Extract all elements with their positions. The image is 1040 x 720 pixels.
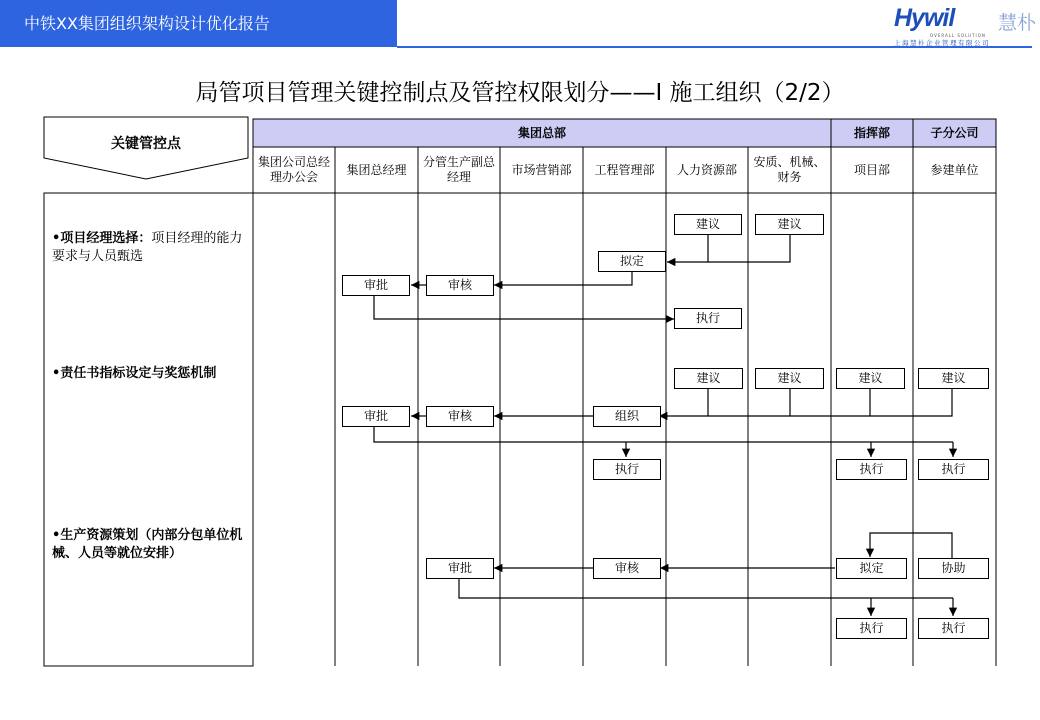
s3-project-execute-box: 执行 bbox=[836, 618, 907, 639]
col-marketing: 市场营销部 bbox=[511, 162, 572, 177]
col-project: 项目部 bbox=[853, 162, 890, 177]
s1-hr-execute-box: 执行 bbox=[674, 308, 742, 329]
group-command: 指挥部 bbox=[853, 126, 890, 140]
col-gm-office: 集团公司总经理办公会 bbox=[257, 155, 330, 184]
s2-eng-organize-box: 组织 bbox=[593, 406, 661, 427]
section-2-bullet: • bbox=[52, 366, 61, 381]
col-hr: 人力资源部 bbox=[676, 162, 737, 177]
s3-project-draft-box: 拟定 bbox=[836, 558, 907, 579]
col-gm: 集团总经理 bbox=[346, 162, 407, 177]
s1-vp-review-box: 审核 bbox=[426, 275, 494, 296]
s2-project-suggest-box: 建议 bbox=[836, 368, 905, 389]
s2-safety-suggest-box: 建议 bbox=[755, 368, 824, 389]
section-2-title: 责任书指标设定与奖惩机制 bbox=[60, 366, 217, 381]
col-safety: 安质、机械、财务 bbox=[753, 155, 826, 184]
section-2-text bbox=[52, 365, 248, 383]
s2-eng-execute-box: 执行 bbox=[593, 459, 661, 480]
s2-project-execute-box: 执行 bbox=[836, 459, 907, 480]
s2-gm-approve-box: 审批 bbox=[342, 406, 410, 427]
s2-vp-review-box: 审核 bbox=[426, 406, 494, 427]
col-engineering: 工程管理部 bbox=[594, 162, 655, 177]
section-3-title: 生产资源策划（内部分包单位机械、人员等就位安排） bbox=[52, 528, 243, 561]
s2-participant-suggest-box: 建议 bbox=[918, 368, 989, 389]
logo-tagline: OVERALL SOLUTION bbox=[930, 33, 986, 38]
section-1-bullet: • bbox=[52, 231, 61, 246]
s1-gm-approve-box: 审批 bbox=[342, 275, 410, 296]
section-3-bullet: • bbox=[52, 528, 61, 543]
section-1-desc: 项目经理的能力要求与人员甄选 bbox=[52, 231, 243, 264]
section-3-text bbox=[52, 527, 248, 563]
s3-eng-review-box: 审核 bbox=[593, 558, 661, 579]
s2-hr-suggest-box: 建议 bbox=[674, 368, 743, 389]
key-control-header bbox=[44, 117, 248, 179]
col-vp-production: 分管生产副总经理 bbox=[422, 155, 495, 184]
s1-safety-suggest-box: 建议 bbox=[755, 214, 824, 235]
s2-participant-execute-box: 执行 bbox=[918, 459, 989, 480]
s1-hr-suggest-box: 建议 bbox=[674, 214, 742, 235]
group-hq: 集团总部 bbox=[517, 126, 566, 140]
key-control-label: 关键管控点 bbox=[111, 136, 181, 152]
s1-eng-draft-box: 拟定 bbox=[598, 251, 666, 272]
group-subsidiary: 子分公司 bbox=[930, 126, 979, 140]
logo-brand: Hywil bbox=[894, 4, 955, 32]
page-title: 局管项目管理关键控制点及管控权限划分——I 施工组织（2/2） bbox=[195, 80, 845, 106]
report-title: 中铁XX集团组织架构设计优化报告 bbox=[24, 14, 270, 33]
section-1-title: 项目经理选择： bbox=[60, 231, 152, 246]
section-1-text bbox=[52, 230, 248, 266]
col-participant: 参建单位 bbox=[930, 162, 979, 177]
s3-participant-execute-box: 执行 bbox=[918, 618, 989, 639]
s3-participant-assist-box: 协助 bbox=[918, 558, 989, 579]
s3-vp-approve-box: 审批 bbox=[426, 558, 494, 579]
logo-brand-cn: 慧朴 bbox=[998, 12, 1037, 34]
logo-company: 上海慧朴企业管理有限公司 bbox=[894, 39, 990, 47]
